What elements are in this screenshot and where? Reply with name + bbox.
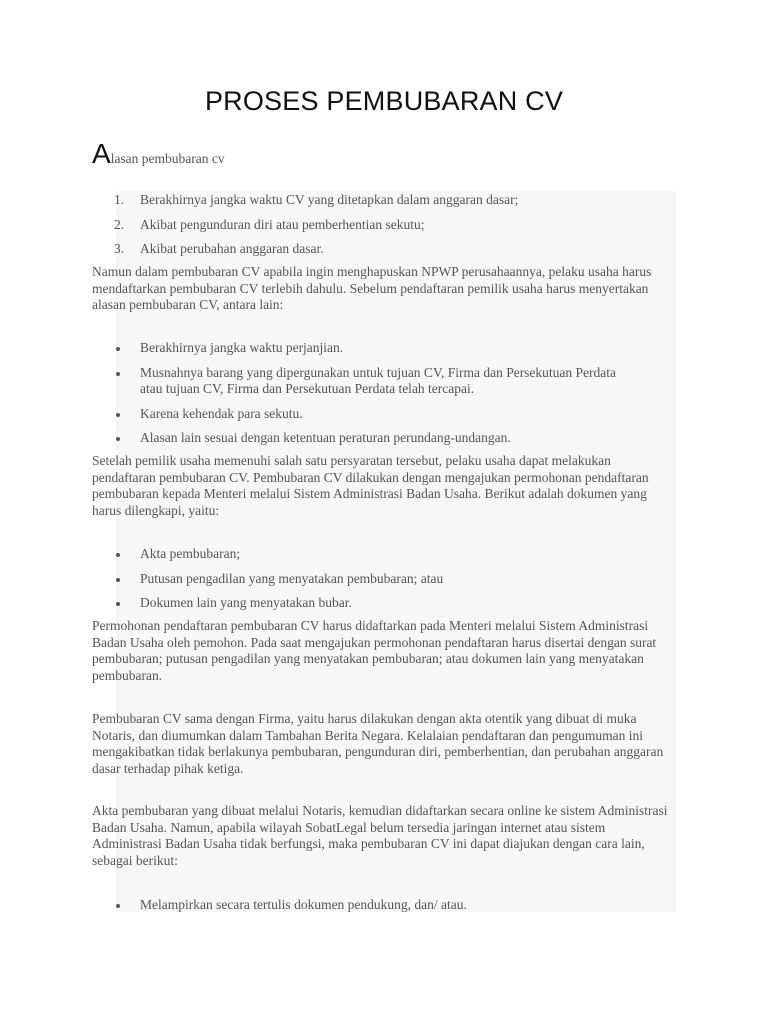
list-item: [0, 595, 640, 612]
list-item-text: Akibat pengunduran diri atau pemberhentian sekutu;: [140, 216, 425, 232]
bullet-list: [0, 340, 768, 455]
list-item-text: Musnahnya barang yang dipergunakan untuk tujuan CV, Firma dan Persekutuan Perdata atau tujuan CV, Firma dan Persekutuan Perdata telah tercapai.: [140, 364, 617, 396]
list-item: [0, 192, 640, 209]
list-number: 2.: [114, 216, 125, 232]
paragraph: Permohonan pendaftaran pembubaran CV harus didaftarkan pada Menteri melalui Sistem Administrasi Badan Usaha oleh pemohon. Pada saat mengajukan permohonan pendaftaran harus disertai dengan surat pembubaran; putusan pengadilan yang menyatakan pembubaran; atau dokumen lain yang menyatakan pembubaran.: [92, 618, 657, 683]
list-number: 1.: [114, 192, 125, 207]
bullet-icon: [116, 372, 120, 376]
paragraph: Setelah pemilik usaha memenuhi salah satu persyaratan tersebut, pelaku usaha dapat melakukan pendaftaran pembubaran CV. Pembubaran CV dilakukan dengan mengajukan permohonan pendaftaran pembubaran kepada Menteri melalui Sistem Administrasi Badan Usaha. Berikut adalah dokumen yang harus dilengkapi, yaitu:: [92, 453, 649, 518]
drop-cap: A: [92, 138, 111, 169]
list-item-text: Dokumen lain yang menyatakan bubar.: [140, 595, 352, 610]
list-item: [0, 365, 640, 398]
bullet-icon: [116, 578, 120, 582]
list-item: [0, 571, 640, 588]
bullet-icon: [116, 437, 120, 441]
list-item-text: Karena kehendak para sekutu.: [140, 405, 303, 421]
numbered-list: [0, 192, 768, 266]
list-item: [0, 546, 640, 563]
bullet-icon: [116, 347, 120, 351]
list-item: [0, 430, 640, 447]
list-item-text: Akta pembubaran;: [140, 546, 241, 561]
list-item-text: Berakhirnya jangka waktu perjanjian.: [140, 340, 344, 355]
section-heading: [92, 138, 225, 170]
bullet-list: [0, 546, 768, 620]
list-item-text: Berakhirnya jangka waktu CV yang ditetapkan dalam anggaran dasar;: [140, 192, 519, 207]
page-title: PROSES PEMBUBARAN CV: [204, 86, 564, 116]
list-item: [0, 897, 640, 914]
list-item: [0, 406, 640, 423]
bullet-icon: [116, 602, 120, 606]
bullet-icon: [116, 904, 120, 908]
list-item-text: Alasan lain sesuai dengan ketentuan peraturan perundang-undangan.: [140, 430, 511, 445]
paragraph: Akta pembubaran yang dibuat melalui Notaris, kemudian didaftarkan secara online ke sistem Administrasi Badan Usaha. Namun, apabila wilayah SobatLegal belum tersedia jaringan internet atau sistem Administrasi Badan Usaha tidak berfungsi, maka pembubaran CV ini dapat diajukan dengan cara lain, sebagai berikut:: [92, 803, 668, 868]
list-number: 3.: [114, 241, 125, 256]
list-item-text: Akibat perubahan anggaran dasar.: [140, 241, 324, 256]
section-heading-text: lasan pembubaran cv: [110, 151, 225, 166]
bullet-icon: [116, 413, 120, 417]
list-item: [0, 217, 640, 234]
bullet-icon: [116, 553, 120, 557]
bullet-list: [0, 897, 768, 922]
list-item: [0, 340, 640, 357]
paragraph: Pembubaran CV sama dengan Firma, yaitu harus dilakukan dengan akta otentik yang dibuat di muka Notaris, dan diumumkan dalam Tambahan Berita Negara. Kelalaian pendaftaran dan pengumuman ini mengakibatkan tidak berlakunya pembubaran, pengunduran diri, pemberhentian, dan perubahan anggaran dasar terhadap pihak ketiga.: [92, 711, 664, 776]
list-item-text: Melampirkan secara tertulis dokumen pendukung, dan/ atau.: [140, 897, 467, 912]
paragraph: Namun dalam pembubaran CV apabila ingin menghapuskan NPWP perusahaannya, pelaku usaha harus mendaftarkan pembubaran CV terlebih dahulu. Sebelum pendaftaran pemilik usaha harus menyertakan alasan pembubaran CV, antara lain:: [92, 264, 652, 312]
list-item: [0, 241, 640, 258]
list-item-text: Putusan pengadilan yang menyatakan pembubaran; atau: [140, 570, 444, 586]
